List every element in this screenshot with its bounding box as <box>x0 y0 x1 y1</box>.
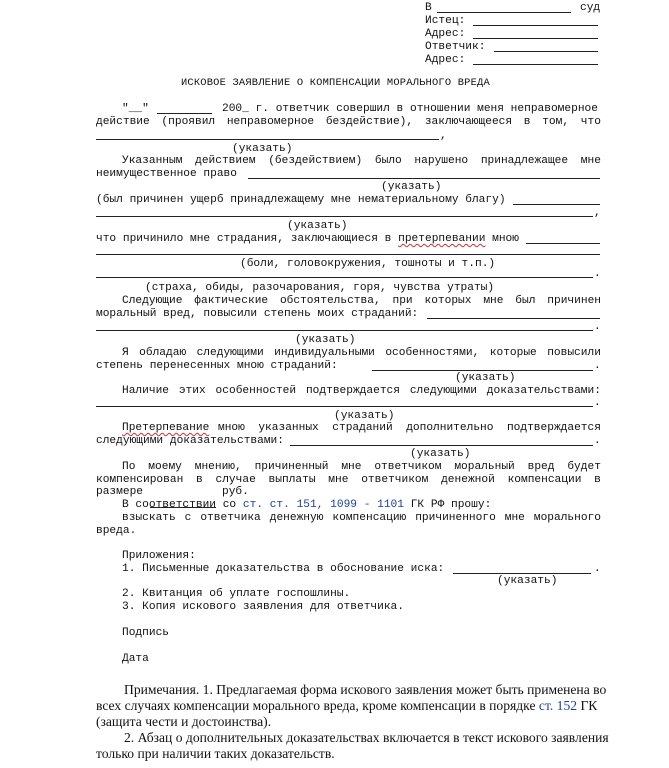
plaintiff-address-label: Адрес: <box>425 28 466 40</box>
defendant-label: Ответчик: <box>425 41 486 53</box>
defendant-address-label: Адрес: <box>425 54 466 66</box>
justified-line: Указанным действием (бездействием) было нарушено принадлежащее мне <box>122 155 601 167</box>
punct: , <box>594 207 601 219</box>
punct: . <box>594 321 601 333</box>
plaintiff-label: Истец: <box>425 15 466 27</box>
appendix-item: 3. Копия искового заявления для ответчика. <box>122 601 404 613</box>
appendix-item: 2. Квитанция об уплате госпошлины. <box>122 588 351 600</box>
justified-line: мною указанных страданий дополнительно подтверждается <box>218 422 601 434</box>
justified-line: компенсирован в случае выплаты мне ответчиком денежной компенсации в <box>96 474 601 486</box>
punct: . <box>594 435 601 447</box>
circumstances-field-2 <box>96 330 593 331</box>
court-prefix: В <box>425 2 432 14</box>
appendix-heading: Приложения: <box>122 550 196 562</box>
hint-specify: (указать) <box>334 410 395 422</box>
text-line: что причинило мне страдания, заключающиеся в претерпевании мною <box>96 233 519 245</box>
date-placeholder: "__" <box>122 103 149 115</box>
justified-line: Следующие фактические обстоятельства, при которых мне был причинен <box>122 295 601 307</box>
appendix-item: 1. Письменные доказательства в обоснование иска: <box>122 563 445 575</box>
justified-line: По моему мнению, причиненный мне ответчиком моральный вред будет <box>122 461 601 473</box>
text-line: степень перенесенных мною страданий: <box>96 360 338 372</box>
defendant-field <box>494 51 598 52</box>
hint-specify: (указать) <box>232 143 293 155</box>
document-title: ИСКОВОЕ ЗАЯВЛЕНИЕ О КОМПЕНСАЦИИ МОРАЛЬНОГО ВРЕДА <box>181 77 490 89</box>
hint-specify: (указать) <box>381 181 442 193</box>
action-field <box>96 139 439 140</box>
date-label: Дата <box>122 653 149 665</box>
court-name-field <box>437 12 571 13</box>
hint-specify: (указать) <box>455 372 516 384</box>
hint-specify: (указать) <box>287 220 348 232</box>
currency: руб. <box>222 486 249 498</box>
text-line: следующими доказательствами: <box>96 435 284 447</box>
law-link[interactable]: ст. 152 <box>538 698 578 713</box>
text-line: Претерпевание <box>122 422 210 434</box>
features-field <box>372 370 593 371</box>
note-line: только при наличии таких доказательств. <box>96 746 335 761</box>
justified-line: Я обладаю следующими индивидуальными особенностями, которые повысили <box>122 347 601 359</box>
hint-pain: (боли, головокружения, тошноты и т.п.) <box>240 258 496 270</box>
punct: . <box>594 360 601 372</box>
punct: , <box>440 130 447 142</box>
text-line: В соответствии со ст. ст. 151, 1099 - 1101 ГК РФ прошу: <box>122 499 492 511</box>
text-line: 200_ г. ответчик совершил в отношении меня неправомерное <box>222 103 598 115</box>
justified-line: действие (проявил неправомерное бездействие), заключающееся в том, что <box>96 116 601 128</box>
circumstances-field <box>427 318 600 319</box>
suffering-field-3 <box>96 277 593 278</box>
suffering-field <box>526 243 600 244</box>
benefit-field <box>513 204 600 205</box>
date-field <box>157 113 212 114</box>
note-line: всех случаях компенсации морального вреда, кроме компенсации в порядке ст. 152 ГК <box>96 698 598 713</box>
note-line: 2. Абзац о дополнительных доказательствах включается в текст искового заявления <box>124 730 609 745</box>
hint-specify: (указать) <box>497 575 558 587</box>
text-line: вреда. <box>96 525 137 537</box>
benefit-field-2 <box>96 216 593 217</box>
text-line: (был причинен ущерб принадлежащему мне нематериальному благу) <box>96 194 506 206</box>
court-suffix: суд <box>580 2 601 14</box>
punct: . <box>594 563 601 575</box>
suffering-field-2 <box>96 254 600 255</box>
hint-specify: (указать) <box>410 448 471 460</box>
note-line: (защита чести и достоинства). <box>96 714 272 729</box>
text-line: размере <box>96 486 143 498</box>
law-link[interactable]: ст. ст. 151, 1099 - 1101 <box>242 499 404 511</box>
justified-line: взыскать с ответчика денежную компенсацию причиненного мне морального <box>122 512 601 524</box>
right-field <box>248 178 600 179</box>
hint-fear: (страха, обиды, разочарования, горя, чувства утраты) <box>145 282 495 294</box>
justified-line: Наличие этих особенностей подтверждается следующими доказательствами: <box>122 385 601 397</box>
appendix-field <box>453 573 591 574</box>
plaintiff-field <box>473 25 598 26</box>
evidence-field <box>96 406 593 407</box>
text-line: моральный вред, повысили степень моих страданий: <box>96 308 419 320</box>
plaintiff-address-field <box>473 38 598 39</box>
defendant-address-field <box>473 64 598 65</box>
punct: . <box>594 268 601 280</box>
text-line: неимущественное право <box>96 168 237 180</box>
signature-label: Подпись <box>122 627 169 639</box>
hint-specify: (указать) <box>295 334 356 346</box>
additional-evidence-field <box>290 445 593 446</box>
note-line: Примечания. 1. Предлагаемая форма искового заявления может быть применена во <box>124 682 607 697</box>
punct: . <box>594 397 601 409</box>
